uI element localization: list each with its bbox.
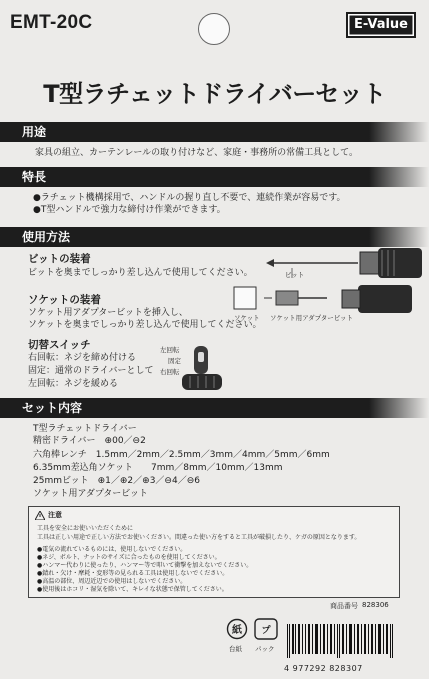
hang-hole [198, 13, 230, 45]
switch-line: 右回転：ネジを締め付ける [28, 353, 137, 363]
brand-logo: E-Value [346, 12, 416, 38]
contents-item: ソケット用アダプタービット [33, 489, 148, 499]
product-number-label: 商品番号 [330, 602, 358, 610]
feature-item: ●ラチェット機構採用で、ハンドルの握り直し不要で、連続作業が容易です。 [33, 193, 346, 203]
socket-text-line: ソケットを奥までしっかり差し込んで使用してください。 [28, 320, 262, 330]
socket-text-line: ソケット用アダプタービットを挿入し、 [28, 308, 188, 318]
contents-item: 精密ドライバー ⊕00／⊖2 [33, 436, 146, 446]
caution-intro: 工具を安全にお使いいただくために [37, 525, 134, 532]
paper-recycle-icon [226, 618, 248, 640]
switch-illustration [178, 338, 258, 394]
product-number: 828306 [362, 601, 389, 609]
switch-label: 固定 [168, 357, 181, 365]
usage-text: 家具の組立、カーテンレールの取り付けなど、家庭・事務所の常備工具として。 [35, 148, 358, 158]
contents-item: 25mmビット ⊕1／⊕2／⊕3／⊖4／⊖6 [33, 476, 200, 486]
warning-icon [35, 511, 45, 520]
svg-text:紙: 紙 [232, 625, 242, 636]
caution-box [28, 506, 400, 598]
usage-heading: 用途 [0, 122, 429, 142]
bit-title: ビットの装着 [28, 253, 91, 265]
caution-item: ●ハンマー代わりに使ったり、ハンマー等で叩いて衝撃を加えないでください。 [37, 562, 253, 569]
pack-label: パック [255, 645, 275, 653]
model-number: EMT-20C [10, 12, 93, 33]
socket-title: ソケットの装着 [28, 294, 101, 306]
product-title: T型ラチェットドライバーセット [43, 80, 386, 108]
contents-item: 6.35mm差込角ソケット 7mm／8mm／10mm／13mm [33, 463, 283, 473]
socket-illustration [232, 285, 422, 315]
contents-item: T型ラチェットドライバー [33, 424, 137, 434]
caution-intro: 工具は正しい用途で正しい方法でお使いください。間違った使い方をすると工具が破損したり、ケガの原因となります。 [37, 534, 361, 541]
barcode [285, 624, 397, 664]
switch-label: 右回転 [160, 368, 180, 376]
switch-label: 左回転 [160, 346, 180, 354]
plastic-recycle-icon [254, 618, 278, 640]
bit-text: ビットを奥までしっかり差し込んで使用してください。 [28, 268, 253, 278]
feature-item: ●T型ハンドルで強力な締付け作業ができます。 [33, 205, 226, 215]
features-heading: 特長 [0, 167, 429, 187]
bit-label: ビット [285, 271, 305, 279]
switch-line: 左回転：ネジを緩める [28, 379, 119, 389]
contents-list [28, 417, 400, 508]
barcode-number: 4 977292 828307 [284, 664, 363, 673]
contents-heading: セット内容 [0, 398, 429, 418]
caution-heading: 注意 [48, 511, 62, 519]
caution-item: ●ネジ、ボルト、ナットのサイズに合ったものを使用してください。 [37, 554, 221, 561]
caution-item: ●使用後はホコリ・湿気を除いて、キレイな状態で保管してください。 [37, 586, 228, 593]
svg-text:プ: プ [261, 626, 271, 636]
switch-title: 切替スイッチ [28, 339, 91, 351]
socket-label: ソケット [234, 314, 260, 322]
contents-item: 六角棒レンチ 1.5mm／2mm／2.5mm／3mm／4mm／5mm／6mm [33, 450, 330, 460]
switch-line: 固定：通常のドライバーとして [28, 366, 154, 376]
caution-item: ●錆れ・欠け・摩耗・変形等の見られる工具は使用しないでください。 [37, 570, 229, 577]
adapter-label: ソケット用アダプタービット [270, 314, 353, 322]
caution-item: ●高温の部位、周辺近辺での使用はしないでください。 [37, 578, 187, 585]
howto-heading: 使用方法 [0, 227, 429, 247]
paper-label: 台紙 [229, 645, 242, 653]
caution-item: ●電気の流れているものには、使用しないでください。 [37, 546, 187, 553]
